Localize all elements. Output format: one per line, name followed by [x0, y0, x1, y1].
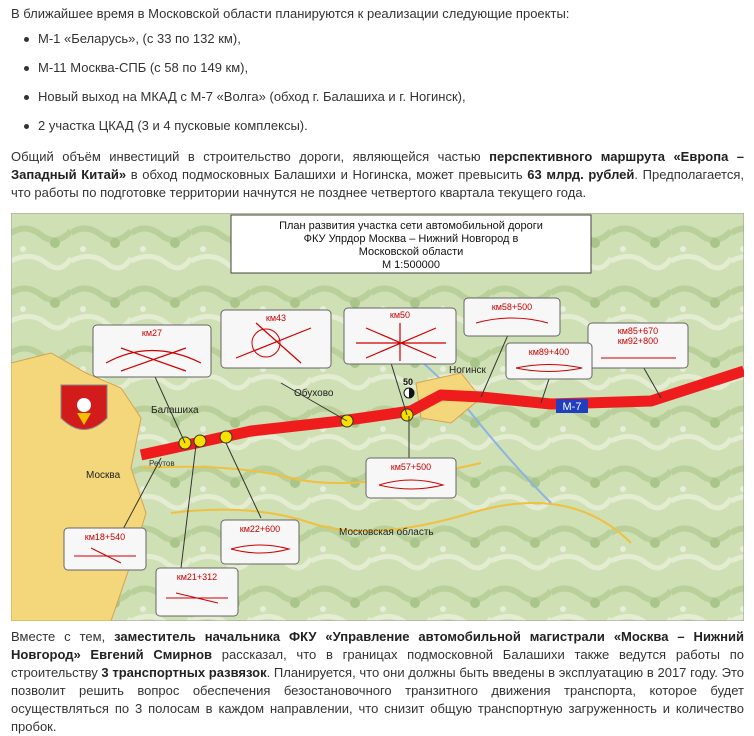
callout-km50: [344, 308, 456, 364]
p3-text-3: . Планируется, что они должны быть введены в эксплуатацию в 2017 году. Это позволит решить вопрос обеспечения безостановочного транзитного движения транспорта, которое будет осуществляться по 3 полосам в каждом направлении, что снизит общую транспортную загруженность и количество пробок.: [11, 665, 744, 734]
p2-text-3: . Предполагается, что работы по подготовке территории начнутся не позднее четвертого квартала текущего года.: [11, 167, 744, 200]
callout-label: км89+400: [528, 347, 570, 357]
callout-km18: [64, 528, 146, 570]
p3-bold-person: заместитель начальника ФКУ «Управление автомобильной магистрали «Москва – Нижний Новгород» Евгений Смирнов: [11, 629, 744, 662]
map-title-line: План развития участка сети автомобильной дороги: [279, 220, 543, 232]
callout-label: км58+500: [491, 302, 533, 312]
p2-bold-route: перспективного маршрута «Европа – Западный Китай»: [11, 149, 745, 182]
city-balashikha: Балашиха: [151, 405, 199, 416]
p3-text-2: рассказал, что в границах подмосковной Балашихи также ведутся работы по строительству: [11, 647, 744, 680]
investment-paragraph: [11, 148, 744, 202]
city-obukhovo: Обухово: [294, 388, 334, 399]
callout-label: км21+312: [176, 572, 218, 582]
callout-km58: [464, 298, 560, 336]
callout-label: км43: [265, 313, 287, 323]
oblast-label: Московская область: [339, 527, 434, 538]
map-svg: [11, 213, 744, 621]
callout-label: км27: [141, 328, 163, 338]
interchange-marker: [220, 431, 232, 443]
city-reutov: Реутов: [149, 459, 175, 468]
callout-km27: [93, 325, 211, 377]
p3-text-1: Вместе с тем,: [11, 629, 115, 644]
projects-list: [0, 30, 740, 146]
city-noginsk: Ногинск: [449, 365, 486, 376]
p2-text-1: Общий объём инвестиций в строительство дороги, являющейся частью: [11, 149, 490, 164]
map-title-line: Московской области: [358, 246, 464, 258]
callout-label: км18+540: [84, 532, 126, 542]
intro-text: В ближайшее время в Московской области планируются к реализации следующие проекты:: [11, 6, 570, 21]
callout-label: км57+500: [390, 462, 432, 472]
p2-bold-amount: 63 млрд. рублей: [527, 167, 635, 182]
callout-label: км50: [389, 310, 411, 320]
map-title-line: М 1:500000: [381, 259, 441, 271]
list-item: Новый выход на МКАД с М-7 «Волга» (обход г. Балашиха и г. Ногинск),: [0, 88, 740, 117]
callout-km85-92: [588, 323, 688, 368]
road-development-map: [11, 213, 744, 621]
list-item: 2 участка ЦКАД (3 и 4 пусковые комплексы).: [0, 117, 740, 146]
p3-bold-count: 3 транспортных развязок: [101, 665, 267, 680]
map-title-line: ФКУ Упрдор Москва – Нижний Новгород в: [303, 233, 519, 245]
km-marker-label: 50: [403, 377, 414, 387]
callout-km89: [506, 343, 592, 379]
moscow-coat-of-arms: [61, 385, 107, 430]
interchanges-paragraph: [11, 628, 744, 736]
list-item: М-11 Москва-СПБ (с 58 по 149 км),: [0, 59, 740, 88]
callout-label: км85+670: [617, 326, 659, 336]
callout-km43: [221, 310, 331, 368]
callout-label: км22+600: [239, 524, 281, 534]
callout-km57: [366, 458, 456, 498]
p2-text-2: в обход подмосковных Балашихи и Ногинска, может превысить: [126, 167, 528, 182]
city-moscow: Москва: [86, 470, 121, 481]
callout-label: км92+800: [617, 336, 659, 346]
callout-km22: [221, 520, 299, 564]
route-badge-label: М-7: [562, 401, 582, 413]
callout-km21: [156, 568, 238, 616]
list-item: М-1 «Беларусь», (с 33 по 132 км),: [0, 30, 740, 59]
